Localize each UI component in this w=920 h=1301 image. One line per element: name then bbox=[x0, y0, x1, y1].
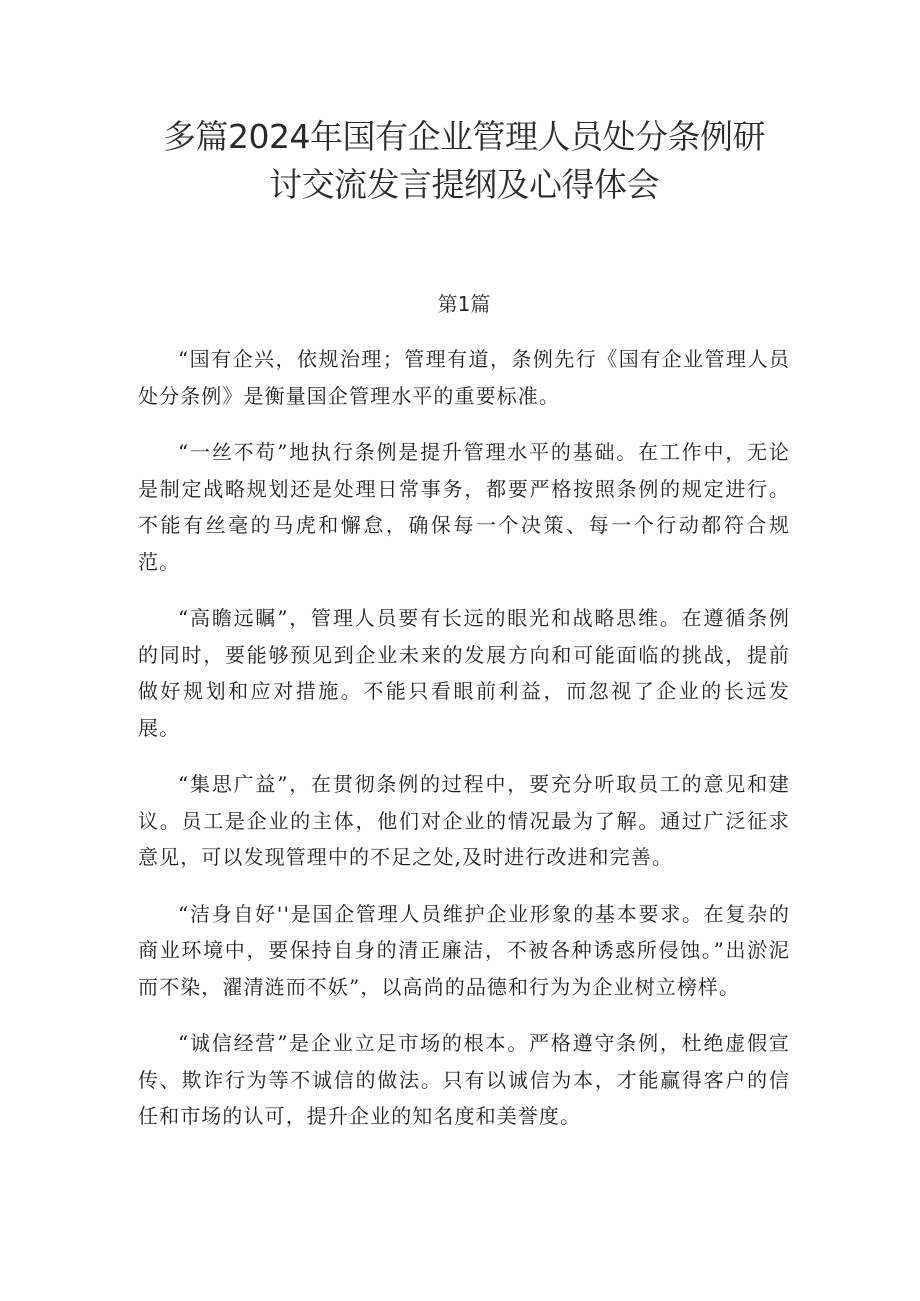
paragraph-4: “集思广益”，在贯彻条例的过程中，要充分听取员工的意见和建议。员工是企业的主体，他们对企业的情况最为了解。通过广泛征求意见，可以发现管理中的不足之处,及时进行改进和完善。 bbox=[138, 772, 790, 869]
paragraph-6: “诚信经营”是企业立足市场的根本。严格遵守条例，杜绝虚假宣传、欺诈行为等不诚信的做法。只有以诚信为本，才能赢得客户的信任和市场的认可，提升企业的知名度和美誉度。 bbox=[138, 1031, 790, 1128]
paragraph-1: “国有企兴，依规治理；管理有道，条例先行《国有企业管理人员处分条例》是衡量国企管理水平的重要标准。 bbox=[138, 347, 790, 408]
paragraph-3: “高瞻远瞩”，管理人员要有长远的眼光和战略思维。在遵循条例的同时，要能够预见到企业未来的发展方向和可能面临的挑战，提前做好规划和应对措施。不能只看眼前利益，而忽视了企业的长远发展。 bbox=[138, 606, 790, 740]
section-heading: 第1篇 bbox=[437, 292, 491, 316]
paragraph-5: “洁身自好''是国企管理人员维护企业形象的基本要求。在复杂的商业环境中，要保持自身的清正廉洁，不被各种诱惑所侵蚀。”出淤泥而不染，濯清涟而不妖”，以高尚的品德和行为为企业树立榜样。 bbox=[138, 901, 790, 999]
document-title-line-2: 讨交流发言提纲及心得体会 bbox=[269, 165, 659, 204]
document-title bbox=[138, 113, 790, 209]
document-title-line-1: 多篇2024年国有企业管理人员处分条例研 bbox=[163, 117, 765, 156]
paragraph-2: “一丝不苟”地执行条例是提升管理水平的基础。在工作中，无论是制定战略规划还是处理日常事务，都要严格按照条例的规定进行。不能有丝毫的马虎和懈怠，确保每一个决策、每一个行动都符合规范。 bbox=[138, 440, 790, 574]
